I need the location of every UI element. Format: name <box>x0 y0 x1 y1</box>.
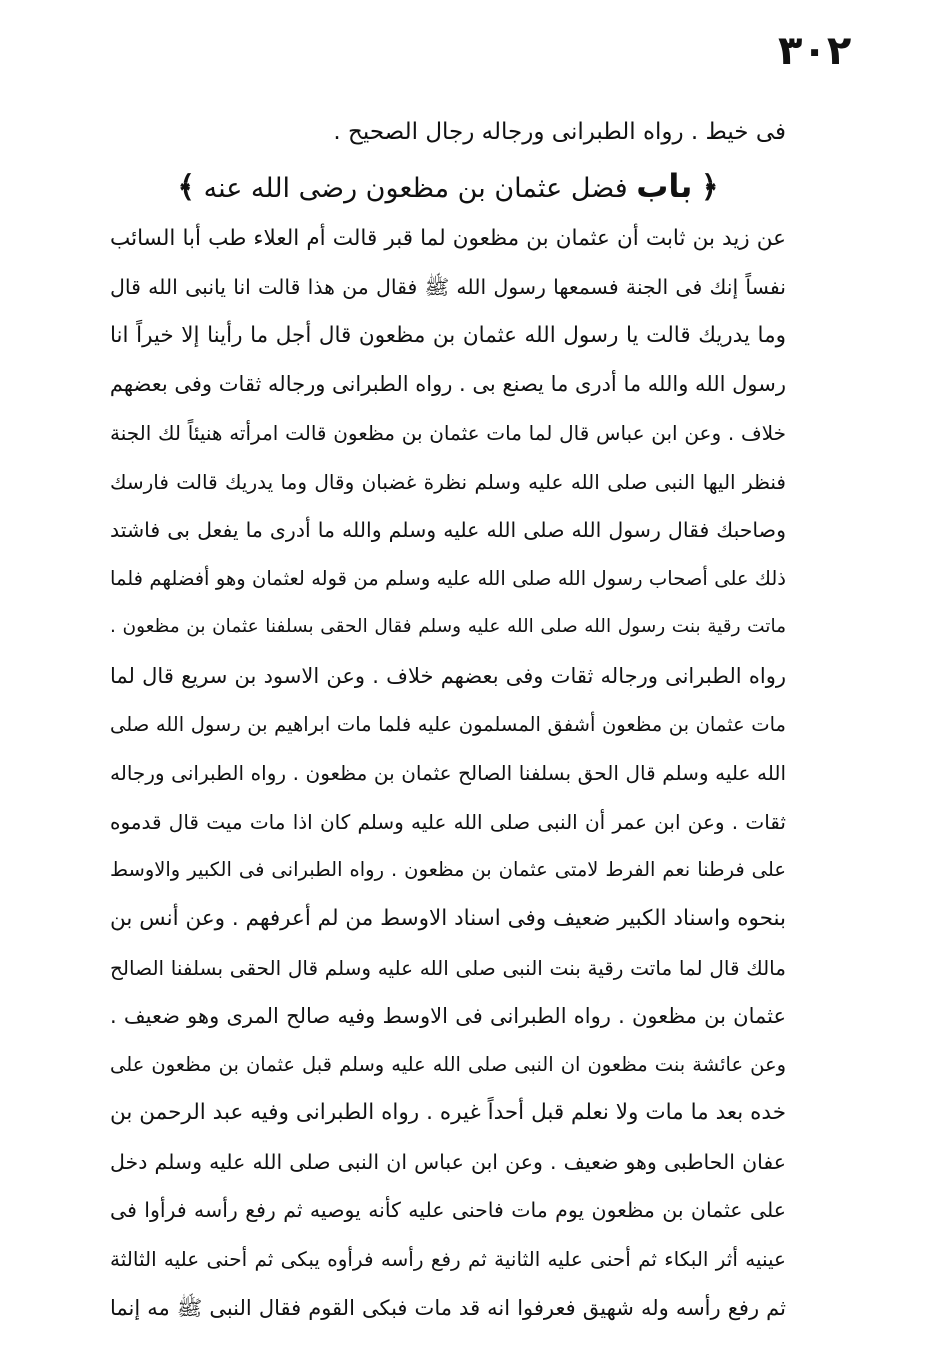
heading-open-bracket: ﴿ <box>700 169 719 205</box>
text-line: ثم رفع رأسه وله شهيق فعرفوا انه قد مات فبكى القوم فقال النبى ﷺ مه إنما <box>110 1295 786 1320</box>
chapter-heading <box>110 157 786 215</box>
first-line: فى خيط . رواه الطبرانى ورجاله رجال الصحيح . <box>333 119 786 145</box>
text-line: ماتت رقية بنت رسول الله صلى الله عليه وسلم فقال الحقى بسلفنا عثمان بن مظعون . <box>110 616 786 638</box>
text-line: وصاحبك فقال رسول الله صلى الله عليه وسلم والله ما أدرى ما يفعل بى فاشتد <box>110 518 786 543</box>
text-line: عفان الحاطبى وهو ضعيف . وعن ابن عباس ان النبى صلى الله عليه وسلم دخل <box>110 1149 786 1174</box>
text-line: خلاف . وعن ابن عباس قال لما مات عثمان بن مظعون قالت امرأته هنيئاً لك الجنة <box>110 420 786 445</box>
text-line: مالك قال لما ماتت رقية بنت النبى صلى الله عليه وسلم قال الحقى بسلفنا الصالح <box>110 955 786 980</box>
text-line: الله عليه وسلم قال الحق بسلفنا الصالح عثمان بن مظعون . رواه الطبرانى ورجاله <box>110 761 786 786</box>
text-line: خده بعد ما مات ولا نعلم قبل أحداً غيره . رواه الطبرانى وفيه عبد الرحمن بن <box>110 1100 786 1126</box>
heading-bab-label: باب <box>636 166 693 205</box>
text-line: رسول الله والله ما أدرى ما يصنع بى . رواه الطبرانى ورجاله ثقات وفى بعضهم <box>110 372 786 397</box>
text-line: نفساً إنك فى الجنة فسمعها رسول الله ﷺ فقال من هذا قالت انا يانبى الله قال <box>110 275 786 300</box>
text-line: ذلك على أصحاب رسول الله صلى الله عليه وسلم من قوله لعثمان وهو أفضلهم فلما <box>110 566 786 590</box>
text-line: بنحوه واسناد الكبير ضعيف وفى اسناد الاوسط من لم أعرفهم . وعن أنس بن <box>110 905 786 931</box>
text-line: مات عثمان بن مظعون أشفق المسلمون عليه فلما مات ابراهيم بن رسول الله صلى <box>110 712 786 736</box>
page-number: ٣٠٢ <box>778 28 852 74</box>
text-body <box>110 108 786 1332</box>
text-line: وما يدريك قالت يا رسول الله عثمان بن مظعون قال أجل ما رأينا إلا خيراً انا <box>110 322 786 348</box>
heading-close-bracket: ﴾ <box>177 169 195 205</box>
text-line: فنظر اليها النبى صلى الله عليه وسلم نظرة غضبان وقال وما يدريك قالت فارسك <box>110 469 786 494</box>
text-line: رواه الطبرانى ورجاله ثقات وفى بعضهم خلاف . وعن الاسود بن سريع قال لما <box>110 663 786 688</box>
text-line: عينيه أثر البكاء ثم أحنى عليه الثانية ثم رفع رأسه فرأوه يبكى ثم أحنى عليه الثالثة <box>110 1247 786 1272</box>
text-line: عثمان بن مظعون . رواه الطبرانى فى الاوسط وفيه صالح المرى وهو ضعيف . <box>110 1004 786 1029</box>
text-line: وعن عائشة بنت مظعون ان النبى صلى الله عليه وسلم قبل عثمان بن مظعون على <box>110 1052 786 1076</box>
text-line: على عثمان بن مظعون يوم مات فاحنى عليه كأنه يوصيه ثم رفع رأسه فرأوا فى <box>110 1198 786 1223</box>
text-line: على فرطنا نعم الفرط لامتى عثمان بن مظعون . رواه الطبرانى فى الكبير والاوسط <box>110 858 786 882</box>
heading-title: فضل عثمان بن مظعون رضى الله عنه <box>203 172 628 204</box>
text-line: عن زيد بن ثابت أن عثمان بن مظعون لما قبر قالت أم العلاء طب أبا السائب <box>110 225 786 251</box>
text-line: ثقات . وعن ابن عمر أن النبى صلى الله عليه وسلم كان اذا مات ميت قال قدموه <box>110 809 786 834</box>
